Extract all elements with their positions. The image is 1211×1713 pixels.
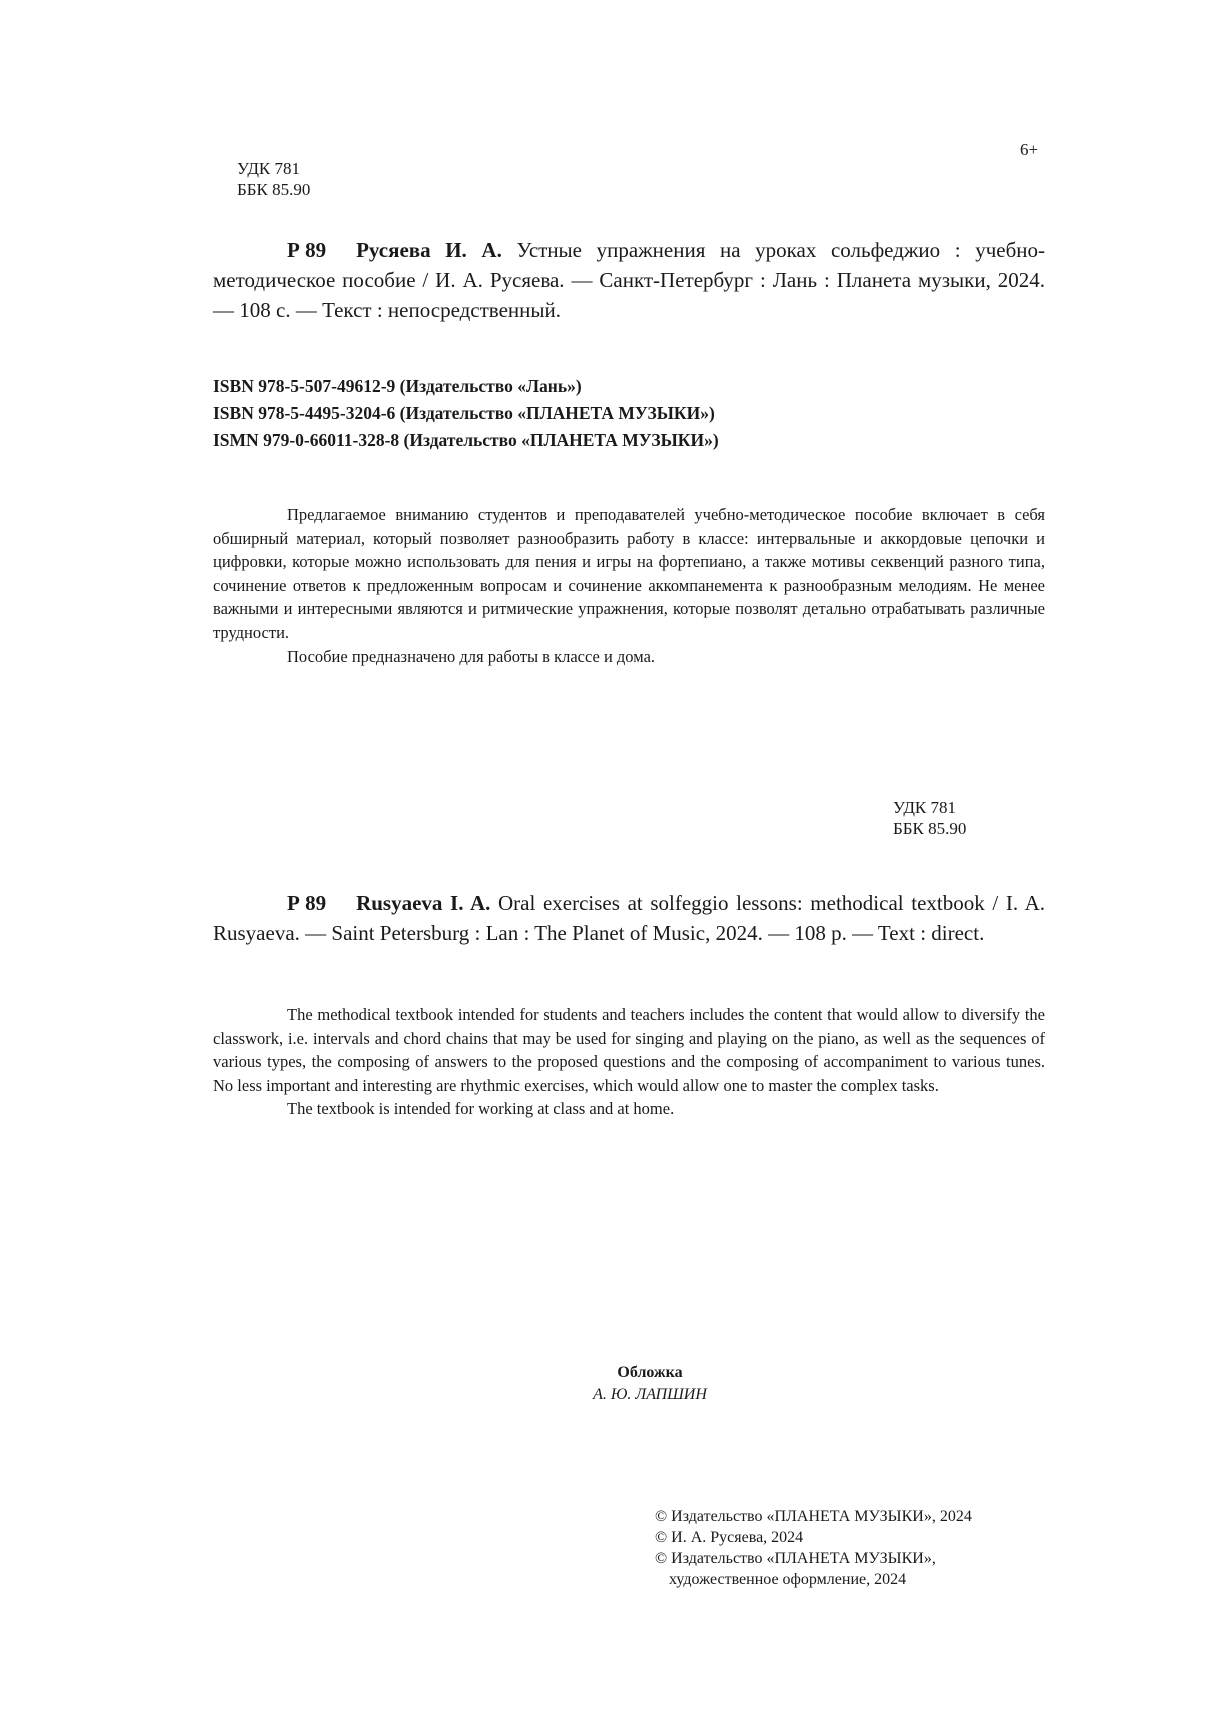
isbn-list: [213, 373, 719, 454]
classification-codes-en: [893, 797, 966, 839]
abstract-ru: [213, 503, 1045, 668]
author-sign: Р 89: [287, 238, 327, 262]
cover-artist: А. Ю. ЛАПШИН: [593, 1386, 707, 1403]
author-name: Русяева И. А.: [356, 238, 502, 262]
copyright-line: © И. А. Русяева, 2024: [655, 1529, 804, 1546]
abstract-en: [213, 1003, 1045, 1121]
author-sign: Р 89: [287, 891, 327, 915]
abstract-paragraph: Предлагаемое вниманию студентов и преподавателей учебно-методическое пособие включает в себя обширный материал, который позволяет разнообразить работу в классе: интервальные и аккордовые цепочки и цифровки, которые можно использовать для пения и игры на фортепиано, а также мотивы секвенций разного типа, сочинение ответов к предложенным вопросам и сочинение аккомпанемента к разнообразным мелодиям. Не менее важными и интересными являются и ритмические упражнения, которые позволят детально отрабатывать различные трудности.: [213, 505, 1045, 642]
bbk-code: ББК 85.90: [893, 819, 967, 838]
bbk-code: ББК 85.90: [237, 180, 311, 199]
cover-credit: [520, 1362, 780, 1406]
bibliographic-record-ru: [213, 235, 1045, 325]
abstract-paragraph: The textbook is intended for working at class and at home.: [287, 1099, 675, 1119]
copyright-line: © Издательство «ПЛАНЕТА МУЗЫКИ», 2024: [655, 1508, 972, 1525]
bibliographic-record-en: [213, 888, 1045, 948]
abstract-paragraph: The methodical textbook intended for students and teachers includes the content that would allow to diversify the classwork, i.e. intervals and chord chains that may be used for singing and playing on the piano, as well as the sequences of various types, the composing of answers to the proposed questions and the composing of accompaniment to various tunes. No less important and interesting are rhythmic exercises, which would allow one to master the complex tasks.: [213, 1005, 1045, 1095]
ismn-line: ISMN 979-0-66011-328-8 (Издательство «ПЛАНЕТА МУЗЫКИ»): [213, 430, 719, 450]
copyright-line: © Издательство «ПЛАНЕТА МУЗЫКИ»,: [655, 1550, 936, 1567]
age-rating: 6+: [1020, 140, 1039, 159]
copyright-line: художественное оформление, 2024: [669, 1571, 907, 1588]
bibliographic-text: Устные упражнения на уроках сольфеджио : учебно-методическое пособие / И. А. Русяева. — Санкт-Петербург : Лань : Планета музыки, 2024. — 108 с. — Текст : непосредственный.: [213, 238, 1046, 322]
copyright-notices: [655, 1506, 972, 1590]
abstract-paragraph: Пособие предназначено для работы в классе и дома.: [287, 646, 656, 666]
author-name: Rusyaeva I. A.: [356, 891, 491, 915]
isbn-line: ISBN 978-5-507-49612-9 (Издательство «Лань»): [213, 376, 582, 396]
isbn-line: ISBN 978-5-4495-3204-6 (Издательство «ПЛАНЕТА МУЗЫКИ»): [213, 403, 715, 423]
udk-code: УДК 781: [893, 798, 957, 817]
classification-codes-ru: [237, 158, 310, 200]
bibliographic-text: Oral exercises at solfeggio lessons: methodical textbook / I. A. Rusyaeva. — Saint Petersburg : Lan : The Planet of Music, 2024. — 108 p. — Text : direct.: [213, 891, 1045, 945]
cover-label: Обложка: [617, 1364, 683, 1381]
udk-code: УДК 781: [237, 159, 301, 178]
